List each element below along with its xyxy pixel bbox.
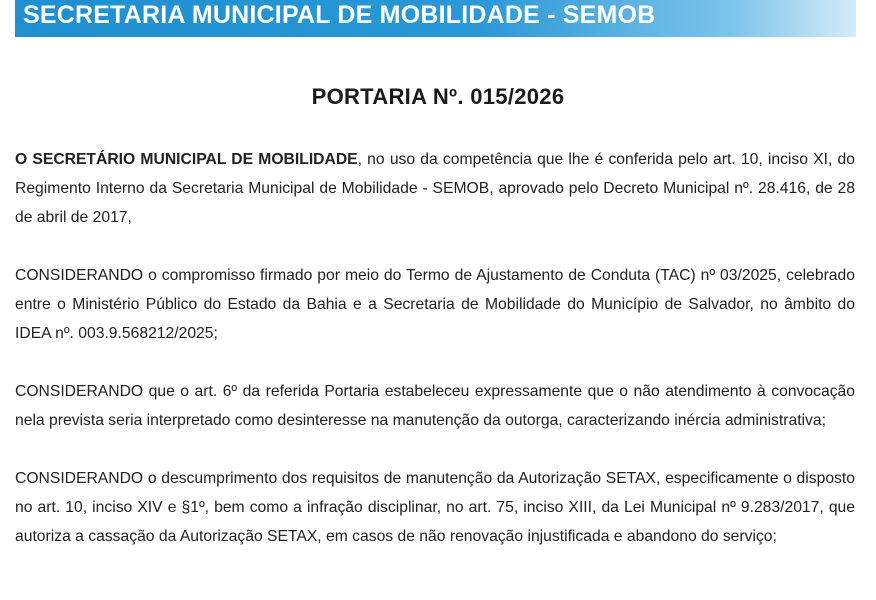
paragraph-preamble bbox=[15, 145, 855, 232]
document-title: PORTARIA Nº. 015/2026 bbox=[311, 84, 565, 109]
paragraph-considerando-2: CONSIDERANDO que o art. 6º da referida Portaria estabeleceu expressamente que o não atendimento à convocação nela prevista seria interpretado como desinteresse na manutenção da outorga, caracterizando inércia administrativa; bbox=[15, 383, 855, 429]
paragraph-considerando-1: CONSIDERANDO o compromisso firmado por meio do Termo de Ajustamento de Conduta (TAC) nº 03/2025, celebrado entre o Ministério Público do Estado da Bahia e a Secretaria de Mobilidade do Município de Salvador, no âmbito do IDEA nº. 003.9.568212/2025; bbox=[15, 267, 855, 342]
paragraph-considerando-3: CONSIDERANDO o descumprimento dos requisitos de manutenção da Autorização SETAX, especificamente o disposto no art. 10, inciso XIV e §1º, bem como a infração disciplinar, no art. 75, inciso XIII, da Lei Municipal nº 9.283/2017, que autoriza a cassação da Autorização SETAX, em casos de não renovação injustificada e abandono do serviço; bbox=[15, 470, 855, 545]
document-body bbox=[15, 145, 855, 580]
preamble-lead: O SECRETÁRIO MUNICIPAL DE MOBILIDADE bbox=[15, 151, 358, 168]
preamble-text: , no uso da competência que lhe é conferida pelo art. 10, inciso XI, do Regimento Interno da Secretaria Municipal de Mobilidade - SEMOB, aprovado pelo Decreto Municipal nº. 28.416, de 28 de abril de 2017, bbox=[15, 151, 855, 226]
header-title: SECRETARIA MUNICIPAL DE MOBILIDADE - SEMOB bbox=[23, 1, 656, 29]
header-bar bbox=[15, 0, 856, 37]
